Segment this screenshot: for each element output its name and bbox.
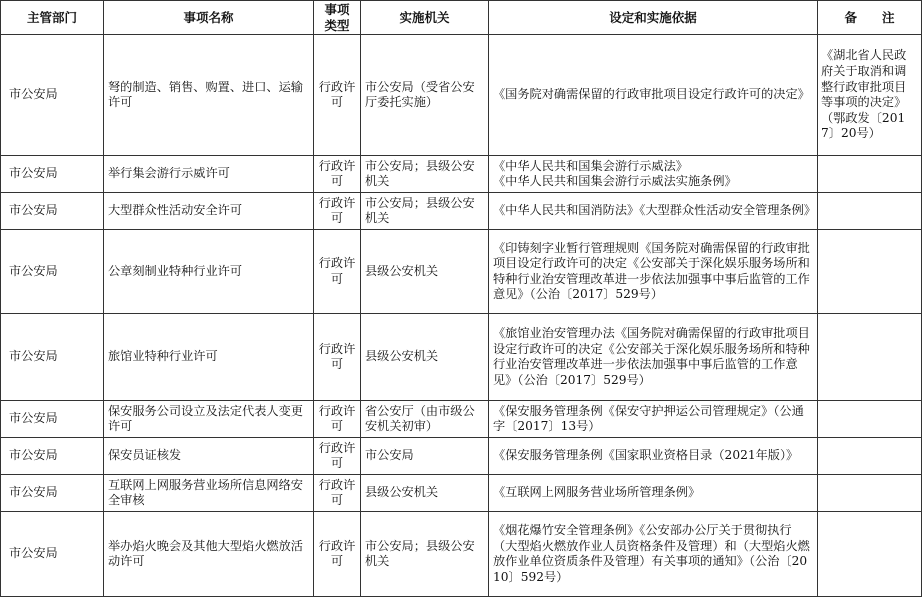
header-basis: 设定和实施依据: [489, 1, 818, 35]
cell-agency: 县级公安机关: [361, 230, 489, 314]
table-row: [1, 193, 922, 230]
cell-dept: 市公安局: [1, 35, 104, 156]
cell-item: 弩的制造、销售、购置、进口、运输许可: [104, 35, 314, 156]
cell-agency: 省公安厅（由市级公安机关初审）: [361, 401, 489, 438]
cell-remark: [818, 401, 922, 438]
cell-item: 举办焰火晚会及其他大型焰火燃放活动许可: [104, 512, 314, 597]
cell-item: 公章刻制业特种行业许可: [104, 230, 314, 314]
basis-line: 《中华人民共和国集会游行示威法》: [493, 158, 688, 173]
cell-type: 行政许可: [314, 35, 361, 156]
header-type-line1: 事项: [324, 2, 350, 17]
cell-dept: 市公安局: [1, 401, 104, 438]
cell-item: 互联网上网服务营业场所信息网络安全审核: [104, 475, 314, 512]
header-type: [314, 1, 361, 35]
table-row: [1, 438, 922, 475]
table-row: [1, 156, 922, 193]
cell-remark: [818, 193, 922, 230]
cell-type: 行政许可: [314, 193, 361, 230]
cell-agency: 市公安局；县级公安机关: [361, 156, 489, 193]
basis-line: 《中华人民共和国集会游行示威法实施条例》: [493, 174, 737, 189]
cell-type: 行政许可: [314, 438, 361, 475]
cell-dept: 市公安局: [1, 314, 104, 401]
cell-dept: 市公安局: [1, 156, 104, 193]
cell-type: 行政许可: [314, 314, 361, 401]
cell-basis: 《旅馆业治安管理办法《国务院对确需保留的行政审批项目设定行政许可的决定《公安部关于深化娱乐服务场所和特种行业治安管理改革进一步依法加强事中事后监管的工作意见》（公治〔2017〕529号）: [489, 314, 818, 401]
cell-item: 大型群众性活动安全许可: [104, 193, 314, 230]
cell-remark: [818, 512, 922, 597]
cell-agency: 市公安局；县级公安机关: [361, 512, 489, 597]
table-row: [1, 512, 922, 597]
cell-type: 行政许可: [314, 156, 361, 193]
cell-basis: [489, 156, 818, 193]
table-row: [1, 401, 922, 438]
cell-item: 保安员证核发: [104, 438, 314, 475]
cell-basis: 《印铸刻字业暂行管理规则《国务院对确需保留的行政审批项目设定行政许可的决定《公安部关于深化娱乐服务场所和特种行业治安管理改革进一步依法加强事中事后监管的工作意见》（公治〔2017〕529号）: [489, 230, 818, 314]
cell-basis: 《保安服务管理条例《保安守护押运公司管理规定》（公通字〔2017〕13号）: [489, 401, 818, 438]
cell-item: 举行集会游行示威许可: [104, 156, 314, 193]
cell-agency: 市公安局；县级公安机关: [361, 193, 489, 230]
cell-agency: 县级公安机关: [361, 475, 489, 512]
cell-dept: 市公安局: [1, 438, 104, 475]
cell-agency: 市公安局: [361, 438, 489, 475]
cell-type: 行政许可: [314, 512, 361, 597]
table-row: [1, 230, 922, 314]
header-remark: 备 注: [818, 1, 922, 35]
cell-remark: [818, 438, 922, 475]
cell-item: 旅馆业特种行业许可: [104, 314, 314, 401]
cell-dept: 市公安局: [1, 230, 104, 314]
cell-basis: 《国务院对确需保留的行政审批项目设定行政许可的决定》: [489, 35, 818, 156]
header-type-line2: 类型: [324, 17, 350, 33]
table-row: [1, 314, 922, 401]
cell-basis: 《保安服务管理条例《国家职业资格目录（2021年版）》: [489, 438, 818, 475]
cell-type: 行政许可: [314, 230, 361, 314]
cell-dept: 市公安局: [1, 193, 104, 230]
cell-remark: [818, 475, 922, 512]
cell-item: 保安服务公司设立及法定代表人变更许可: [104, 401, 314, 438]
header-agency: 实施机关: [361, 1, 489, 35]
cell-remark: 《湖北省人民政府关于取消和调整行政审批项目等事项的决定》（鄂政发〔2017〕20号）: [818, 35, 922, 156]
cell-basis: 《烟花爆竹安全管理条例》《公安部办公厅关于贯彻执行（大型焰火燃放作业人员资格条件及管理）和（大型焰火燃放作业单位资质条件及管理）有关事项的通知》（公治〔2010〕592号）: [489, 512, 818, 597]
table-row: [1, 35, 922, 156]
header-dept: 主管部门: [1, 1, 104, 35]
cell-type: 行政许可: [314, 475, 361, 512]
cell-agency: 市公安局（受省公安厅委托实施）: [361, 35, 489, 156]
cell-remark: [818, 230, 922, 314]
cell-dept: 市公安局: [1, 512, 104, 597]
cell-type: 行政许可: [314, 401, 361, 438]
cell-basis: 《互联网上网服务营业场所管理条例》: [489, 475, 818, 512]
cell-remark: [818, 314, 922, 401]
cell-remark: [818, 156, 922, 193]
header-item: 事项名称: [104, 1, 314, 35]
table-row: [1, 475, 922, 512]
cell-agency: 县级公安机关: [361, 314, 489, 401]
cell-basis: 《中华人民共和国消防法》《大型群众性活动安全管理条例》: [489, 193, 818, 230]
cell-dept: 市公安局: [1, 475, 104, 512]
header-row: [1, 1, 922, 35]
